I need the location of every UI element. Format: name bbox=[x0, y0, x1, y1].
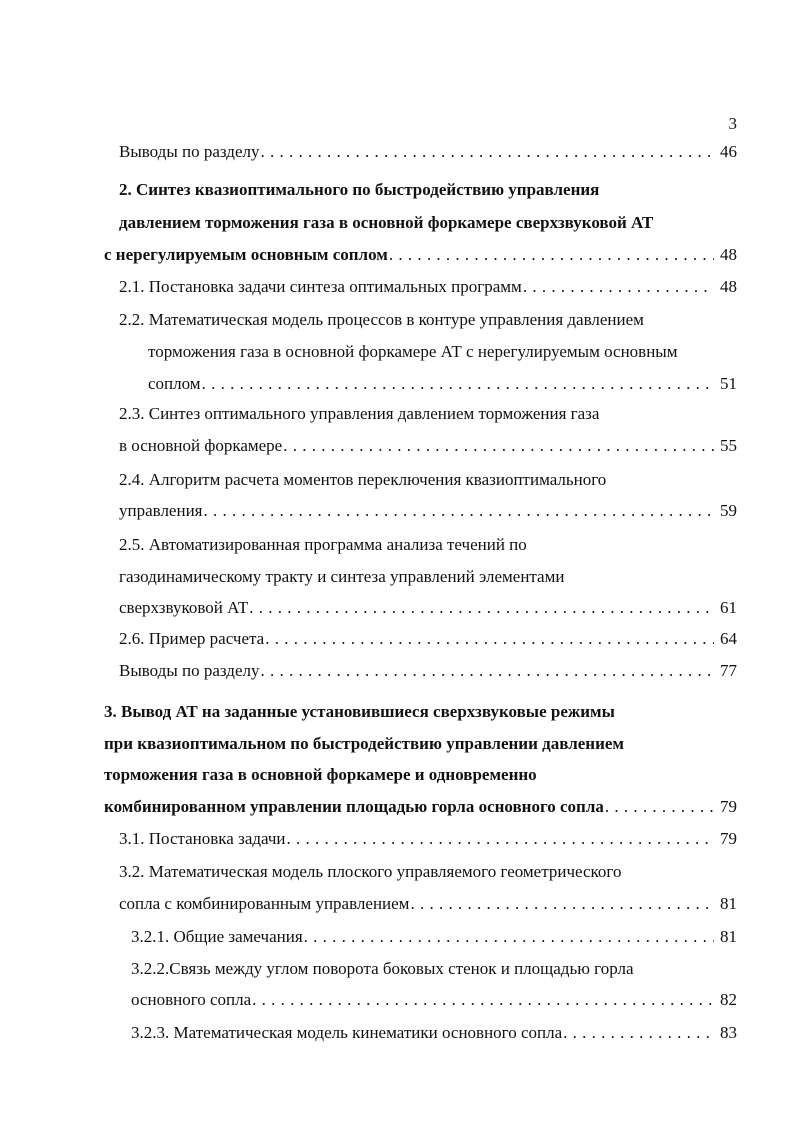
toc-entry-title: Выводы по разделу bbox=[119, 661, 260, 680]
toc-line bbox=[104, 797, 737, 817]
leader-dots bbox=[389, 245, 714, 265]
leader-dots bbox=[260, 142, 714, 162]
toc-line bbox=[104, 245, 737, 265]
toc-line bbox=[119, 598, 737, 618]
toc-line bbox=[119, 142, 737, 162]
toc-page-number: 79 bbox=[720, 829, 737, 848]
toc-entry-title: управления bbox=[119, 501, 203, 520]
toc-line bbox=[119, 829, 737, 849]
toc-line: торможения газа в основной форкамере и одновременно bbox=[104, 765, 537, 784]
toc-line: торможения газа в основной форкамере АТ с нерегулируемым основным bbox=[148, 342, 678, 361]
toc-page-number: 79 bbox=[720, 797, 737, 816]
toc-entry-title: соплом bbox=[148, 374, 201, 393]
toc-entry-title: 3.2.3. Математическая модель кинематики основного сопла bbox=[131, 1023, 563, 1042]
toc-entry-title: 2.6. Пример расчета bbox=[119, 629, 265, 648]
toc-page-number: 61 bbox=[720, 598, 737, 617]
toc-line bbox=[131, 990, 737, 1010]
toc-entry-title: 3.1. Постановка задачи bbox=[119, 829, 286, 848]
toc-line: 2.5. Автоматизированная программа анализа течений по bbox=[119, 535, 527, 554]
toc-page-number: 59 bbox=[720, 501, 737, 520]
leader-dots bbox=[202, 374, 714, 394]
toc-line bbox=[119, 501, 737, 521]
toc-line: 2.2. Математическая модель процессов в контуре управления давлением bbox=[119, 310, 644, 329]
toc-entry-title: 3.2.1. Общие замечания bbox=[131, 927, 303, 946]
toc-page-number: 81 bbox=[720, 927, 737, 946]
toc-line: 3.2. Математическая модель плоского управляемого геометрического bbox=[119, 862, 622, 881]
leader-dots bbox=[260, 661, 714, 681]
toc-page-number: 55 bbox=[720, 436, 737, 455]
toc-entry-title: основного сопла bbox=[131, 990, 252, 1009]
toc-page-number: 48 bbox=[720, 245, 737, 264]
toc-line: 3. Вывод АТ на заданные установившиеся сверхзвуковые режимы bbox=[104, 702, 615, 721]
toc-line bbox=[119, 436, 737, 456]
leader-dots bbox=[204, 501, 715, 521]
toc-line bbox=[119, 277, 737, 297]
toc-entry-title: комбинированном управлении площадью горла основного сопла bbox=[104, 797, 604, 816]
toc-page-number: 83 bbox=[720, 1023, 737, 1042]
toc-line bbox=[148, 374, 737, 394]
toc-entry-title: сопла с комбинированным управлением bbox=[119, 894, 410, 913]
leader-dots bbox=[563, 1023, 714, 1043]
toc-entry-title: в основной форкамере bbox=[119, 436, 283, 455]
toc-page-number: 82 bbox=[720, 990, 737, 1009]
toc-line: при квазиоптимальном по быстродействию управлении давлением bbox=[104, 734, 624, 753]
toc-line bbox=[131, 927, 737, 947]
leader-dots bbox=[283, 436, 714, 456]
toc-page-number: 77 bbox=[720, 661, 737, 680]
toc-line: газодинамическому тракту и синтеза управлений элементами bbox=[119, 567, 565, 586]
leader-dots bbox=[265, 629, 714, 649]
toc-line bbox=[119, 894, 737, 914]
leader-dots bbox=[252, 990, 714, 1010]
toc-line bbox=[119, 661, 737, 681]
toc-page-number: 81 bbox=[720, 894, 737, 913]
leader-dots bbox=[287, 829, 714, 849]
leader-dots bbox=[304, 927, 714, 947]
toc-line: 2.4. Алгоритм расчета моментов переключения квазиоптимального bbox=[119, 470, 607, 489]
leader-dots bbox=[523, 277, 714, 297]
toc-line bbox=[131, 1023, 737, 1043]
toc-page-number: 48 bbox=[720, 277, 737, 296]
leader-dots bbox=[410, 894, 714, 914]
toc-line: 2. Синтез квазиоптимального по быстродействию управления bbox=[119, 180, 600, 199]
toc-page-number: 64 bbox=[720, 629, 737, 648]
toc-line: давлением торможения газа в основной форкамере сверхзвуковой АТ bbox=[119, 213, 654, 232]
toc-entry-title: Выводы по разделу bbox=[119, 142, 260, 161]
toc-entry-title: с нерегулируемым основным соплом bbox=[104, 245, 388, 264]
toc-line bbox=[119, 629, 737, 649]
toc-line: 3.2.2.Связь между углом поворота боковых стенок и площадью горла bbox=[131, 959, 634, 978]
toc-page-number: 46 bbox=[720, 142, 737, 161]
page-number: 3 bbox=[728, 114, 737, 133]
toc-page-number: 51 bbox=[720, 374, 737, 393]
leader-dots bbox=[249, 598, 714, 618]
leader-dots bbox=[605, 797, 714, 817]
toc-entry-title: 2.1. Постановка задачи синтеза оптимальных программ bbox=[119, 277, 522, 296]
toc-entry-title: сверхзвуковой АТ bbox=[119, 598, 249, 617]
toc-line: 2.3. Синтез оптимального управления давлением торможения газа bbox=[119, 404, 600, 423]
